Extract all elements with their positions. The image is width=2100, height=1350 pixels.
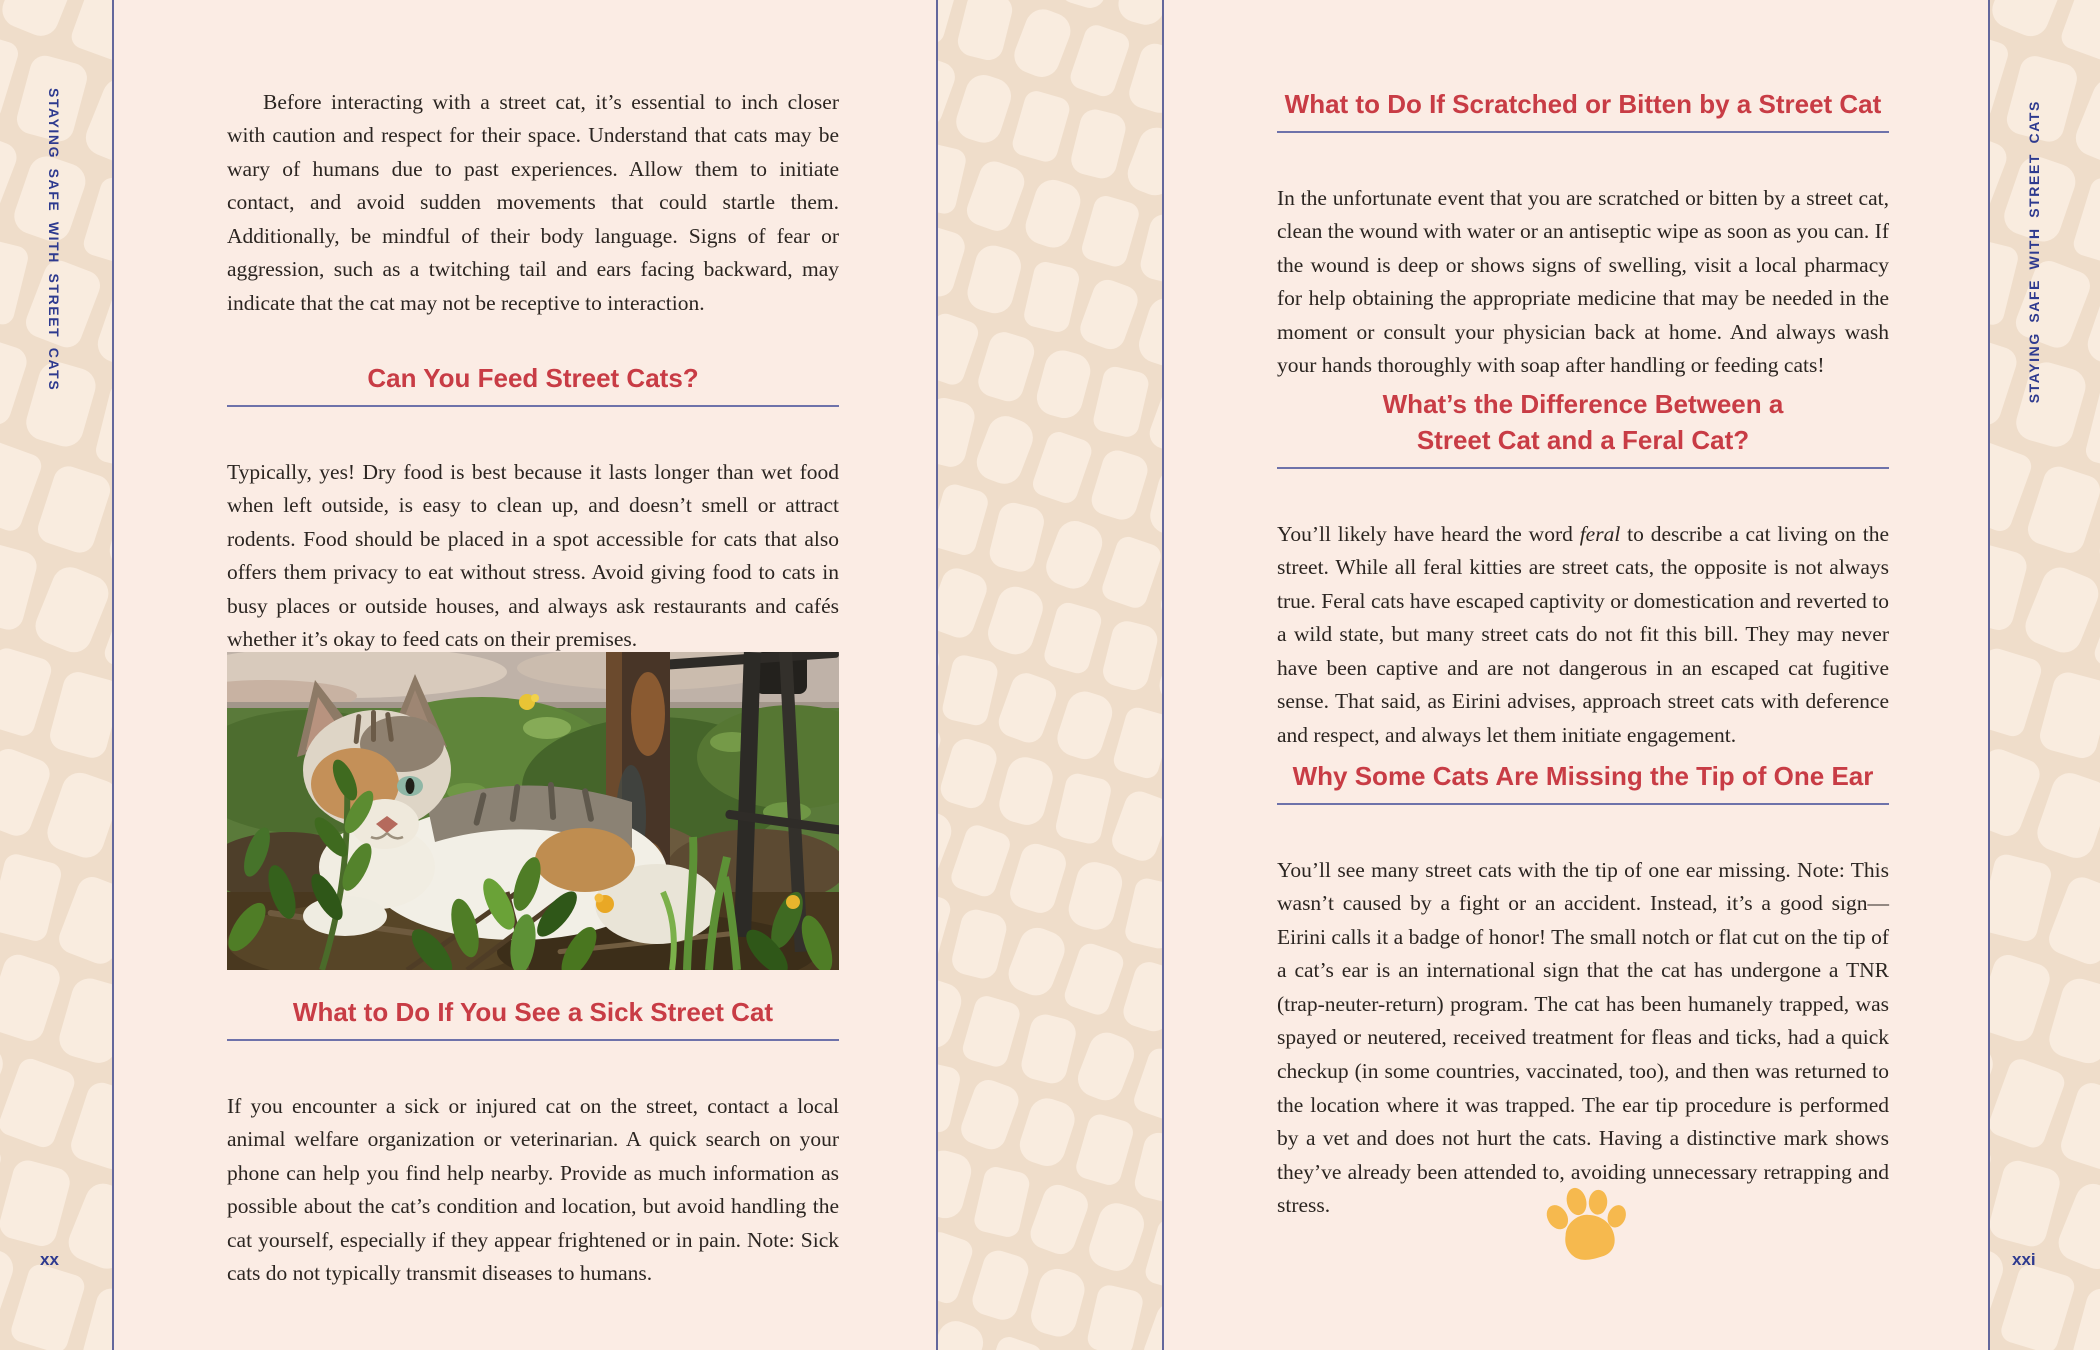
right-running-head: STAYING SAFE WITH STREET CATS — [2026, 100, 2042, 404]
intro-paragraph: Before interacting with a street cat, it’s essential to inch closer with caution and respect for their space. Understand that cats may be wary of humans due to past experiences. Allow them to initiate contact, and avoid sudden movements that could startle them. Additionally, be mindful of their body language. Signs of fear or aggression, such as a twitching tail and ears facing backward, may indicate that the cat may not be receptive to interaction. — [227, 89, 839, 316]
left-margin-divider — [112, 0, 114, 1350]
section-body: In the unfortunate event that you are scratched or bitten by a street cat, clean the wound with water or an antiseptic wipe as soon as you can. If the wound is deep or shows signs of swelling, visit a local pharmacy for help obtaining the appropriate medicine that may be needed in the moment or consult your physician back at home. And always wash your hands thoroughly with soap after handling or feeding cats! — [1277, 185, 1889, 378]
center-gutter-pattern — [938, 0, 1162, 1350]
heading-rule — [227, 1039, 839, 1041]
heading-rule — [1277, 131, 1889, 133]
left-running-head: STAYING SAFE WITH STREET CATS — [46, 88, 62, 392]
heading-rule — [227, 405, 839, 407]
right-margin-divider — [1988, 0, 1990, 1350]
heading-rule — [1277, 803, 1889, 805]
right-page — [1277, 0, 1889, 1350]
section-heading: What to Do If You See a Sick Street Cat — [292, 997, 774, 1027]
section-body: If you encounter a sick or injured cat on the street, contact a local animal welfare organization or veterinarian. A quick search on your phone can help you find help nearby. Provide as much information as possible about the cat’s condition and location, but avoid handling the cat yourself, especially if they appear frightened or in pain. Note: Sick cats do not typically transmit diseases to humans. — [227, 1093, 839, 1286]
heading-line-1: What’s the Difference Between a — [1382, 389, 1784, 419]
gutter-left-divider — [936, 0, 938, 1350]
section-heading: What to Do If Scratched or Bitten by a Street Cat — [1284, 89, 1882, 119]
section-heading: Can You Feed Street Cats? — [367, 363, 699, 393]
heading-line-2: Street Cat and a Feral Cat? — [1416, 425, 1750, 455]
body-text-post: to describe a cat living on the street. While all feral kitties are street cats, the opposite is not always true. Feral cats have escaped captivity or domestication and reverted to a wild state, but many street cats do not fit this bill. They may never have been captive and are not dangerous in an escaped cat fugitive sense. That said, as Eirini advises, approach street cats with deference and respect, and always let them initiate engagement. — [1277, 521, 1889, 748]
section-scratched-or-bitten — [1277, 86, 1889, 133]
section-heading: Why Some Cats Are Missing the Tip of One Ear — [1292, 761, 1874, 791]
heading-rule — [1277, 467, 1889, 469]
paw-print-icon — [1540, 1180, 1632, 1278]
body-text-italic: feral — [1579, 521, 1621, 546]
section-sick-street-cat — [227, 994, 839, 1041]
section-body — [1277, 518, 1889, 753]
right-margin-pattern — [1990, 0, 2100, 1350]
section-body: You’ll see many street cats with the tip of one ear missing. Note: This wasn’t caused by a fight or an accident. Instead, it’s a good sign—Eirini calls it a badge of honor! The small notch or flat cut on the tip of a cat’s ear is an international sign that the cat has undergone a TNR (trap-neuter-return) program. The cat has been humanely trapped, was spayed or neutered, received treatment for fleas and ticks, had a quick checkup (in some countries, vaccinated, too), and then was returned to the location where it was trapped. The ear tip procedure is performed by a vet and does not hurt the cats. Having a distinctive mark shows they’ve already been attended to, avoiding unnecessary retrapping and stress. — [1277, 857, 1889, 1218]
street-cat-photo-illustration — [227, 652, 839, 970]
body-text-pre: You’ll likely have heard the word — [1277, 521, 1580, 546]
street-cat-photo — [227, 652, 839, 970]
section-heading — [1277, 386, 1889, 458]
section-body: Typically, yes! Dry food is best because it lasts longer than wet food when left outside, is easy to clean up, and doesn’t smell or attract rodents. Food should be placed in a spot accessible for cats that also offers them privacy to eat without stress. Avoid giving food to cats in busy places or outside houses, and always ask restaurants and cafés whether it’s okay to feed cats on their premises. — [227, 459, 839, 652]
left-page — [227, 0, 839, 1350]
right-page-number: xxi — [2012, 1250, 2036, 1269]
gutter-right-divider — [1162, 0, 1164, 1350]
section-can-you-feed — [227, 360, 839, 407]
section-ear-tip — [1277, 758, 1889, 805]
left-page-number: xx — [40, 1250, 59, 1269]
section-street-vs-feral — [1277, 386, 1889, 469]
